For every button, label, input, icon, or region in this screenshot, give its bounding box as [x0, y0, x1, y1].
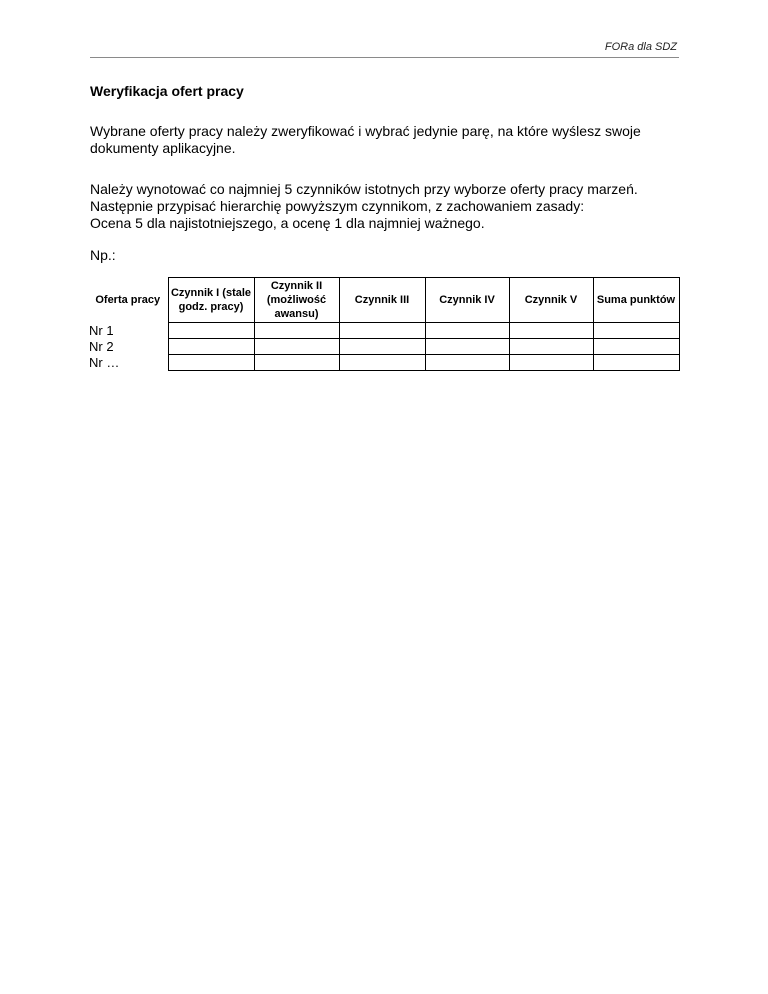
table-cell [509, 339, 593, 355]
table-cell [254, 339, 339, 355]
header-offer: Oferta pracy [88, 278, 168, 323]
row-label: Nr 1 [88, 323, 168, 339]
table-cell [509, 355, 593, 371]
table-cell [254, 355, 339, 371]
table-cell [168, 339, 254, 355]
row-label: Nr 2 [88, 339, 168, 355]
table-cell [168, 355, 254, 371]
table-row [88, 339, 679, 355]
table-cell [339, 339, 425, 355]
document-title: Weryfikacja ofert pracy [90, 83, 244, 99]
header-factor-5: Czynnik V [509, 278, 593, 323]
table-cell [593, 323, 679, 339]
table-cell [254, 323, 339, 339]
paragraph-instructions [90, 181, 690, 232]
table-cell [339, 355, 425, 371]
offers-table [88, 277, 680, 371]
table-row [88, 355, 679, 371]
table-cell [509, 323, 593, 339]
instruction-line-2: Następnie przypisać hierarchię powyższym czynnikom, z zachowaniem zasady: [90, 198, 585, 214]
table-cell [339, 323, 425, 339]
table-header-row [88, 278, 679, 323]
table-cell [425, 339, 509, 355]
header-factor-3: Czynnik III [339, 278, 425, 323]
table-cell [593, 339, 679, 355]
header-factor-4: Czynnik IV [425, 278, 509, 323]
header-factor-2: Czynnik II (możliwość awansu) [254, 278, 339, 323]
table-cell [593, 355, 679, 371]
header-sum: Suma punktów [593, 278, 679, 323]
table-cell [425, 323, 509, 339]
row-label: Nr … [88, 355, 168, 371]
table-row [88, 323, 679, 339]
table-cell [425, 355, 509, 371]
header-text: FORa dla SDZ [604, 41, 677, 53]
table-cell [168, 323, 254, 339]
header-factor-1: Czynnik I (stale godz. pracy) [168, 278, 254, 323]
page-header [90, 40, 679, 58]
instruction-line-1: Należy wynotować co najmniej 5 czynników istotnych przy wyborze oferty pracy marzeń. [90, 181, 638, 197]
paragraph-intro: Wybrane oferty pracy należy zweryfikować i wybrać jedynie parę, na które wyślesz swoje dokumenty aplikacyjne. [90, 123, 641, 156]
instruction-line-3: Ocena 5 dla najistotniejszego, a ocenę 1 dla najmniej ważnego. [90, 215, 485, 231]
example-label: Np.: [90, 247, 116, 263]
